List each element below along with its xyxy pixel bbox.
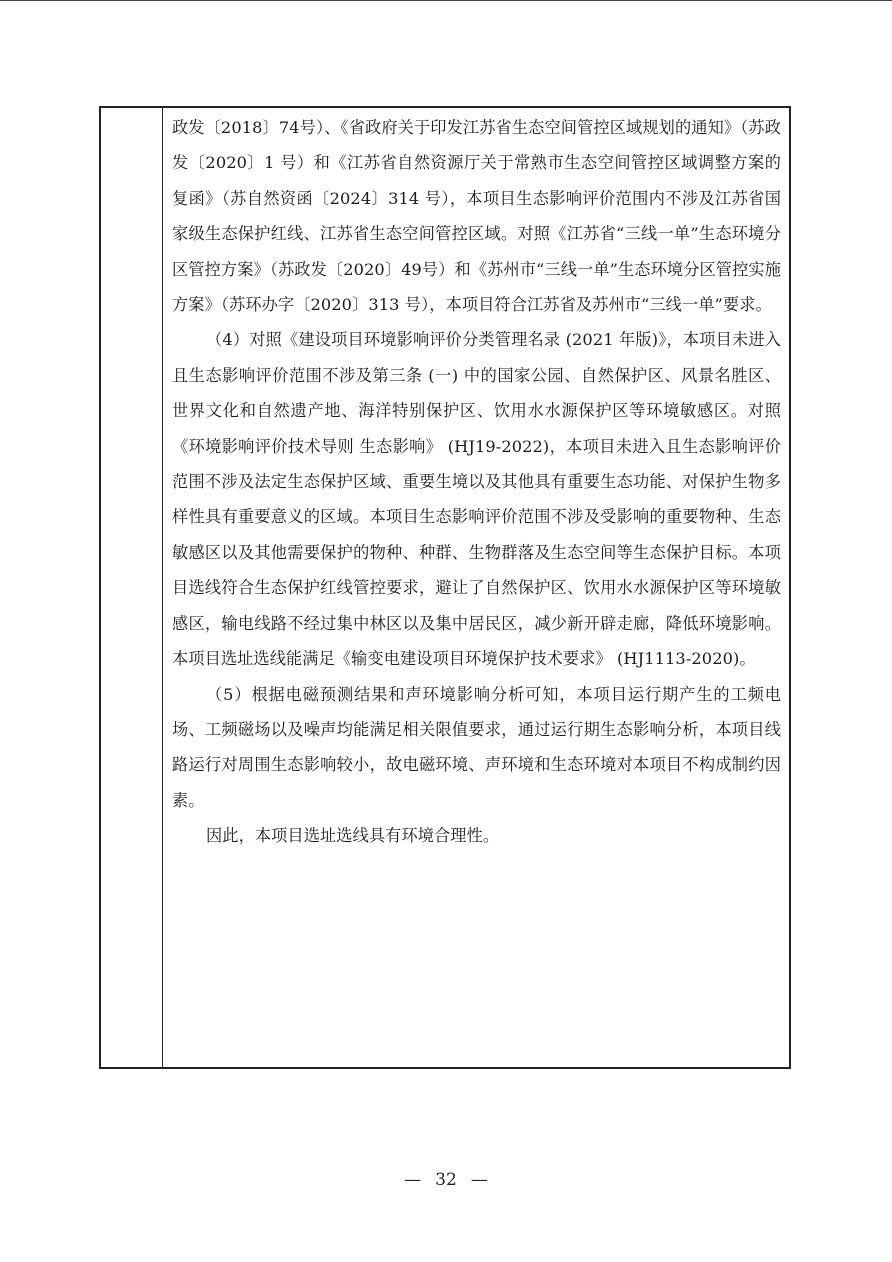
paragraph-item-4: （4）对照《建设项目环境影响评价分类管理名录 (2021 年版)》，本项目未进入且生态影响评价范围不涉及第三条 (一) 中的国家公园、自然保护区、风景名胜区、世界文化和自然遗产地、海洋特别保护区、饮用水水源保护区等环境敏感区。对照《环境影响评价技术导则 生态影响》 (HJ19-2022)，本项目未进入且生态影响评价范围不涉及法定生态保护区域、重要生境以及其他具有重要生态功能、对保护生物多样性具有重要意义的区域。本项目生态影响评价范围不涉及受影响的重要物种、生态敏感区以及其他需要保护的物种、种群、生物群落及生态空间等生态保护目标。本项目选线符合生态保护红线管控要求，避让了自然保护区、饮用水水源保护区等环境敏感区，输电线路不经过集中林区以及集中居民区，减少新开辟走廊，降低环境影响。本项目选址选线能满足《输变电建设项目环境保护技术要求》 (HJ1113-2020)。 xyxy=(172,330,781,669)
table-content-cell xyxy=(163,108,789,1067)
content-table xyxy=(99,106,791,1069)
page-number: 32 xyxy=(435,1170,457,1190)
paragraph-continued: 政发〔2018〕74号）、《省政府关于印发江苏省生态空间管控区域规划的通知》（苏政发〔2020〕1 号）和《江苏省自然资源厅关于常熟市生态空间管控区域调整方案的复函》（苏自然资函〔2024〕314 号），本项目生态影响评价范围内不涉及江苏省国家级生态保护红线、江苏省生态空间管控区域。对照《江苏省“三线一单”生态环境分区管控方案》（苏政发〔2020〕49号）和《苏州市“三线一单”生态环境分区管控实施方案》（苏环办字〔2020〕313 号），本项目符合江苏省及苏州市“三线一单”要求。 xyxy=(172,118,781,315)
footer-dash-right: — xyxy=(470,1170,488,1190)
footer-dash-left: — xyxy=(404,1170,422,1190)
table-label-column xyxy=(101,108,163,1067)
top-border-line xyxy=(0,0,892,1)
paragraph-item-5: （5）根据电磁预测结果和声环境影响分析可知，本项目运行期产生的工频电场、工频磁场以及噪声均能满足相关限值要求，通过运行期生态影响分析，本项目线路运行对周围生态影响较小，故电磁环境、声环境和生态环境对本项目不构成制约因素。 xyxy=(172,684,781,810)
page-footer xyxy=(0,1168,892,1192)
paragraph-conclusion: 因此，本项目选址选线具有环境合理性。 xyxy=(206,826,500,846)
